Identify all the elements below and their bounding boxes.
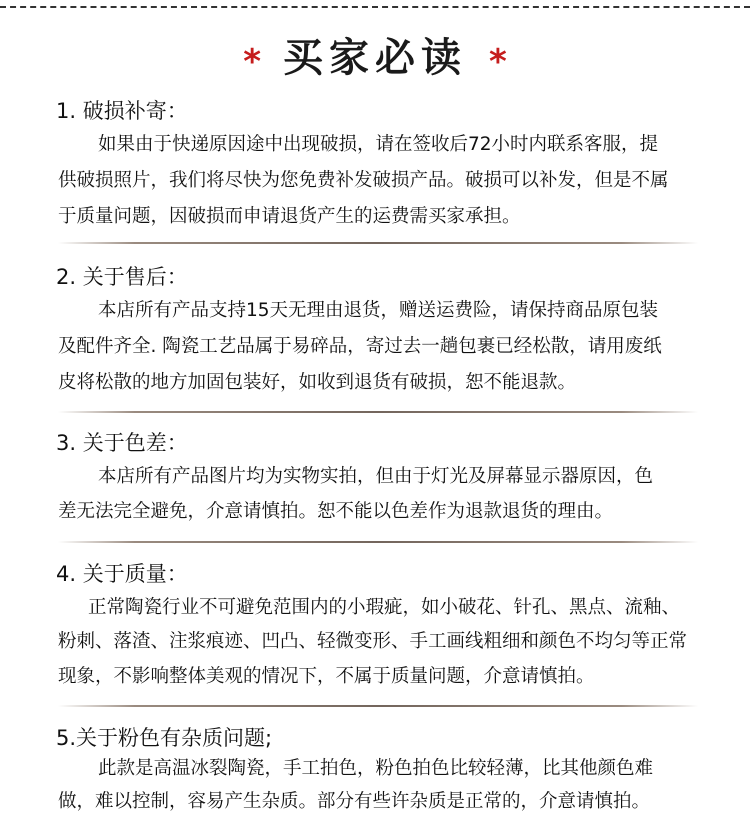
section-divider — [58, 242, 698, 244]
paragraph-line: 差无法完全避免，介意请慎拍。恕不能以色差作为退款退货的理由。 — [58, 501, 614, 522]
section-divider — [58, 541, 698, 543]
paragraph-line: 及配件齐全. 陶瓷工艺品属于易碎品，寄过去一趟包裹已经松散，请用废纸 — [58, 336, 662, 357]
paragraph-line: 粉刺、落渣、注浆痕迹、凹凸、轻微变形、手工画线粗细和颜色不均匀等正常 — [58, 631, 688, 652]
paragraph-line: 现象，不影响整体美观的情况下，不属于质量问题，介意请慎拍。 — [58, 666, 595, 687]
paragraph-line: 做，难以控制，容易产生杂质。部分有些许杂质是正常的，介意请慎拍。 — [58, 791, 651, 812]
section-heading: 4. 关于质量： — [56, 562, 188, 586]
paragraph-line: 此款是高温冰裂陶瓷，手工拍色，粉色拍色比较轻薄，比其他颜色难 — [98, 758, 654, 779]
paragraph-line: 于质量问题，因破损而申请退货产生的运费需买家承担。 — [58, 206, 521, 227]
section-heading: 5.关于粉色有杂质问题; — [56, 726, 273, 750]
right-asterisk-icon: * — [489, 42, 507, 82]
paragraph-line: 本店所有产品图片均为实物实拍，但由于灯光及屏幕显示器原因，色 — [98, 466, 654, 487]
section-heading: 3. 关于色差： — [56, 431, 188, 455]
page-title: 买家必读 — [283, 34, 467, 81]
paragraph-line: 本店所有产品支持15天无理由退货，赠送运费险，请保持商品原包装 — [98, 300, 659, 321]
section-divider — [58, 411, 698, 413]
section-heading: 2. 关于售后： — [56, 265, 188, 289]
top-dashed-border — [0, 6, 750, 8]
paragraph-line: 如果由于快递原因途中出现破损，请在签收后72小时内联系客服，提 — [98, 134, 659, 155]
section-divider — [58, 705, 698, 707]
left-asterisk-icon: * — [243, 42, 261, 82]
paragraph-line: 皮将松散的地方加固包装好，如收到退货有破损，恕不能退款。 — [58, 372, 577, 393]
section-heading: 1. 破损补寄： — [56, 99, 188, 123]
paragraph-line: 正常陶瓷行业不可避免范围内的小瑕疵，如小破花、针孔、黑点、流釉、 — [88, 597, 681, 618]
page-title-row — [0, 28, 750, 88]
paragraph-line: 供破损照片，我们将尽快为您免费补发破损产品。破损可以补发，但是不属 — [58, 170, 669, 191]
